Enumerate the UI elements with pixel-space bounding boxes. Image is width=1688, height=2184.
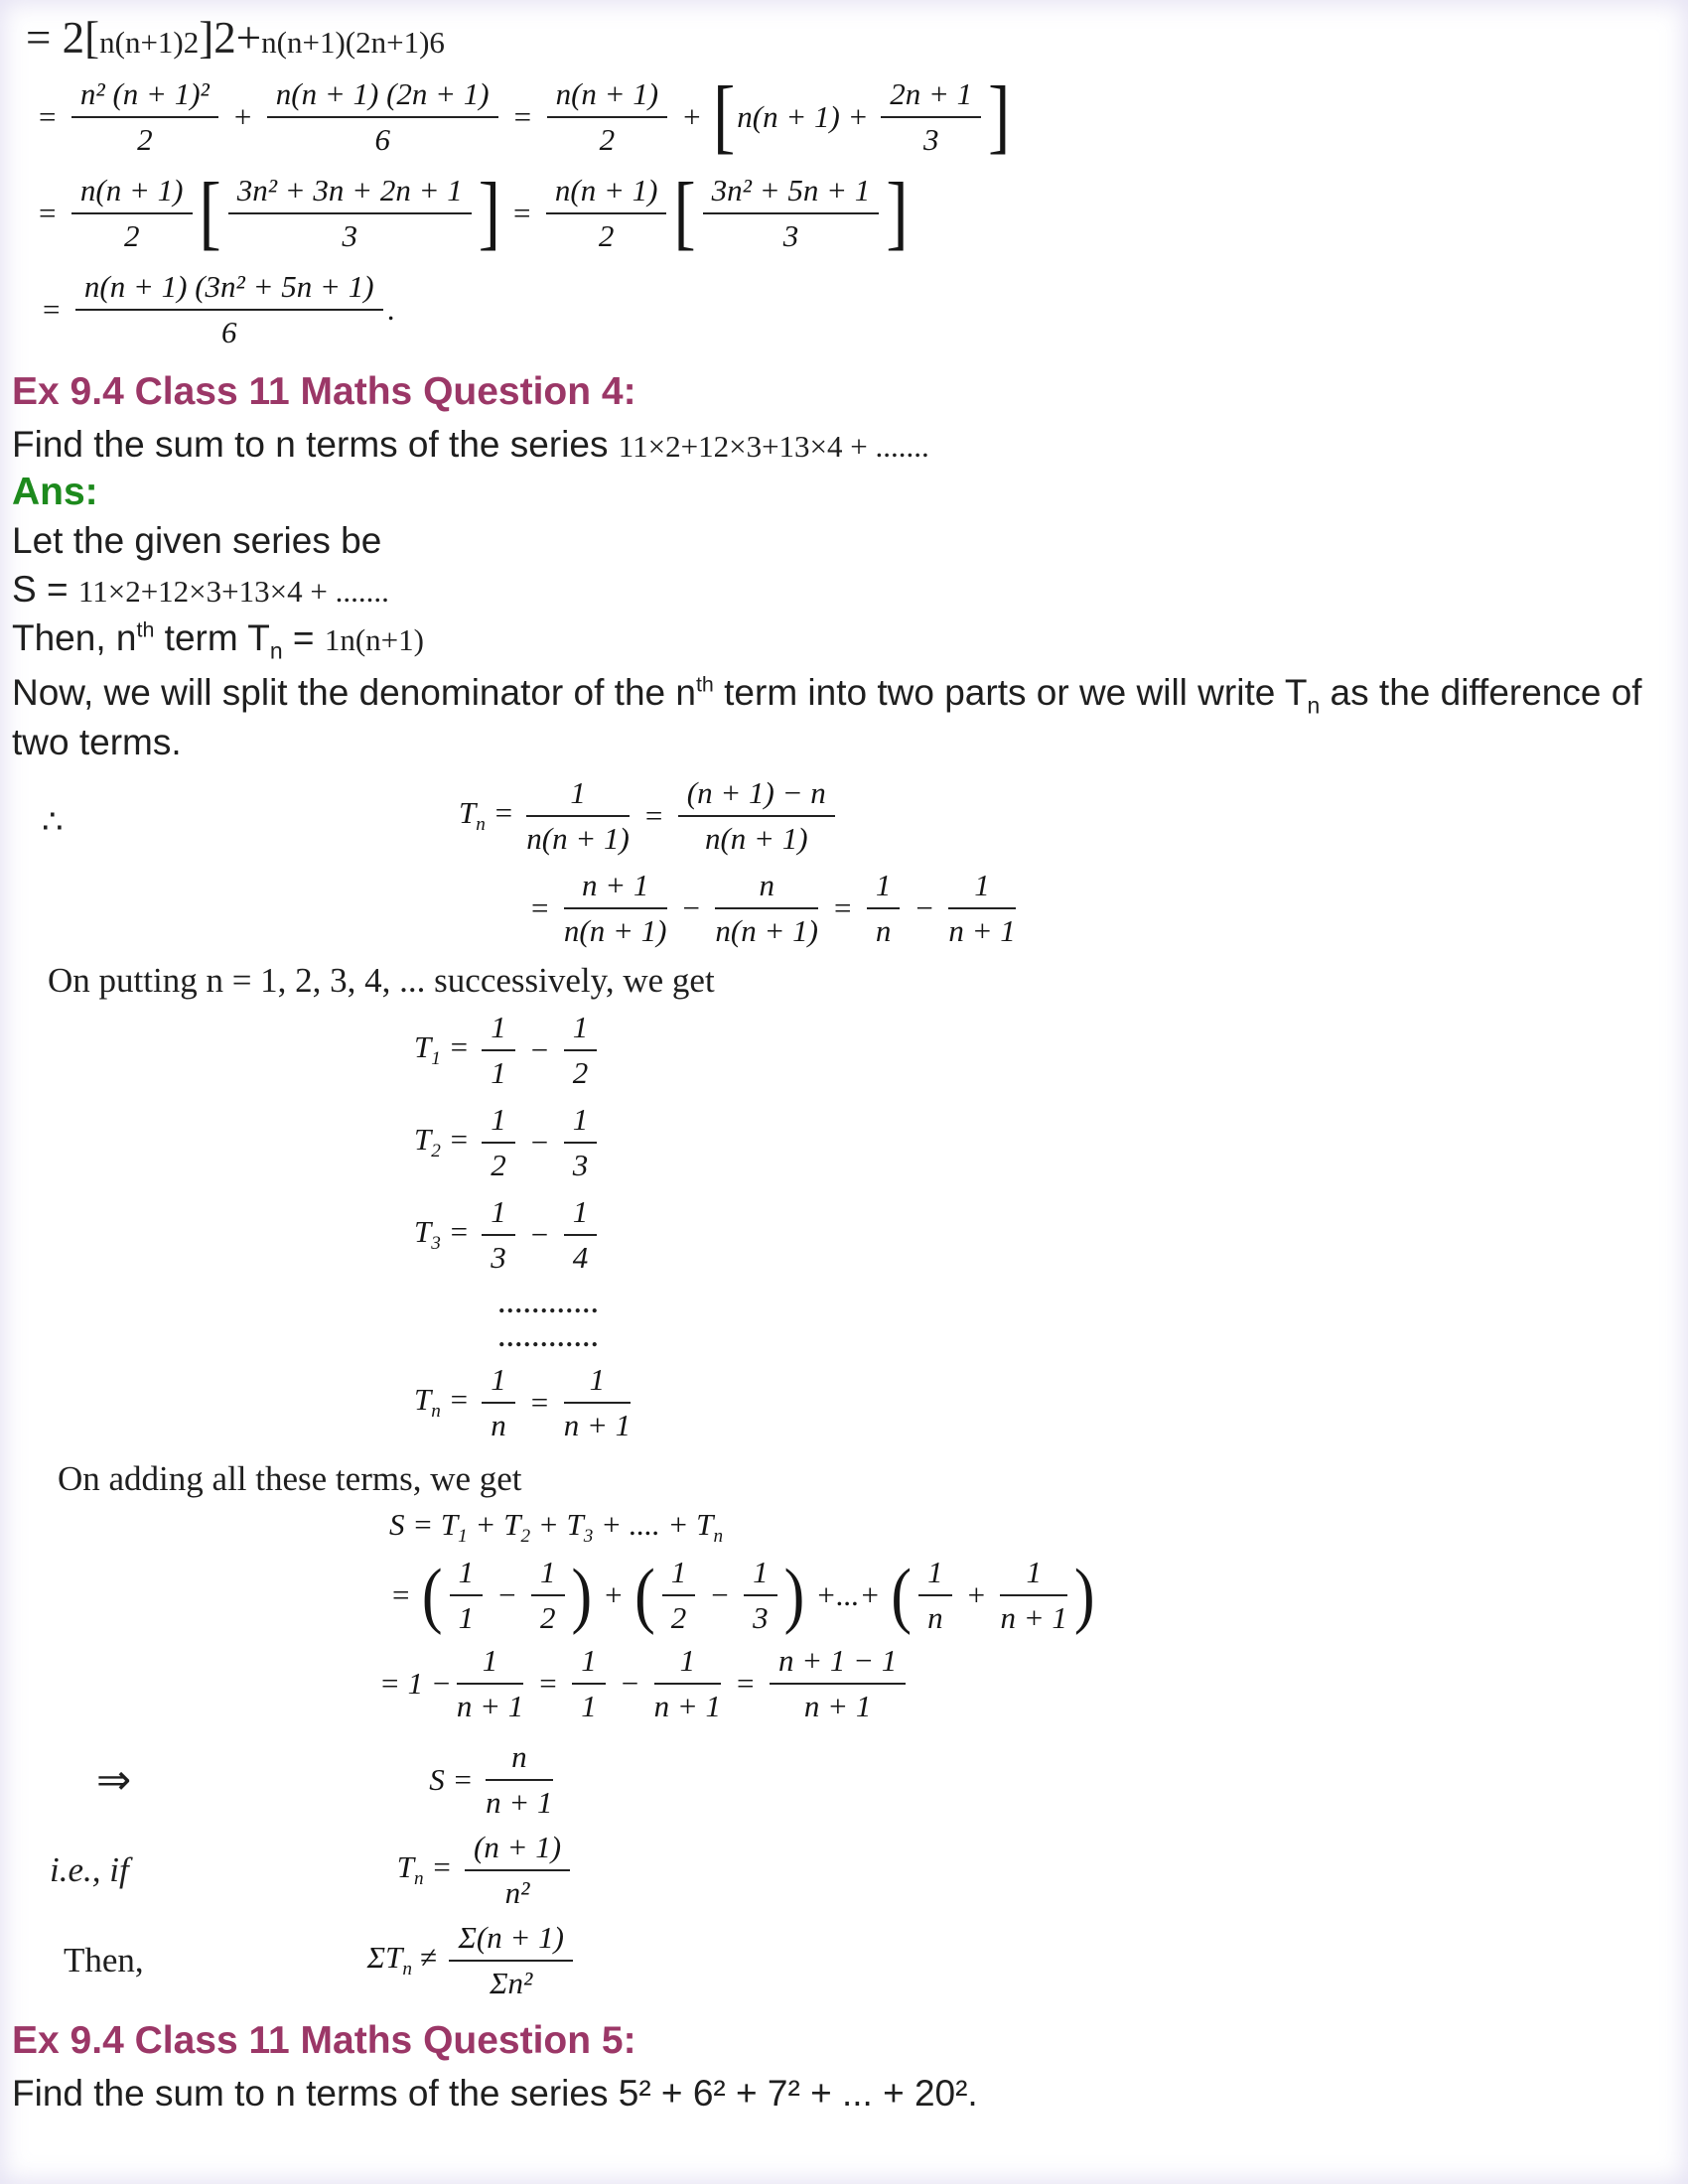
fraction-denominator: 2 <box>123 218 140 253</box>
subscript: 2 <box>520 1526 531 1548</box>
math-operator: = <box>832 889 853 925</box>
fraction <box>482 1101 515 1183</box>
fraction-numerator: 1 <box>744 1554 777 1596</box>
fraction <box>715 867 818 949</box>
subscript-n: n <box>476 814 486 836</box>
fraction <box>449 1919 573 2001</box>
fraction <box>948 867 1015 949</box>
fraction-numerator: 1 <box>918 1554 952 1596</box>
term-label <box>414 1382 477 1423</box>
fraction <box>662 1554 696 1636</box>
fraction <box>450 1554 484 1636</box>
series-expression: 11×2+12×3+13×4 + ....... <box>77 574 389 610</box>
fraction <box>654 1642 721 1724</box>
subscript: 1 <box>431 1048 441 1070</box>
equation-row <box>367 1919 578 2001</box>
fraction-numerator: n(n + 1) (2n + 1) <box>267 75 498 118</box>
fraction-numerator: 1 <box>450 1554 484 1596</box>
fraction-denominator: n + 1 <box>948 913 1016 949</box>
text: T <box>459 795 477 831</box>
fraction-numerator: n² (n + 1)² <box>71 75 218 118</box>
fraction-numerator: 3n² + 5n + 1 <box>703 172 880 214</box>
term-row-t3 <box>414 1193 1678 1276</box>
math-operator: − <box>528 1216 550 1252</box>
fraction-numerator: 1 <box>482 1009 515 1051</box>
text: T <box>396 1849 414 1885</box>
fraction-denominator: 3 <box>342 218 357 253</box>
fraction-numerator: n <box>715 867 818 909</box>
sum-line-1 <box>389 1507 1678 1548</box>
fraction-denominator: n + 1 <box>563 1408 632 1443</box>
term-label <box>367 1940 445 1980</box>
math-operator: − <box>619 1665 640 1701</box>
nth-term-line <box>12 615 1678 665</box>
fraction-numerator: n <box>486 1738 552 1781</box>
then-label: Then, <box>64 1940 144 1979</box>
fraction-numerator: n(n + 1) <box>546 172 667 214</box>
fraction-numerator: n + 1 − 1 <box>770 1642 906 1685</box>
question-4-heading: Ex 9.4 Class 11 Maths Question 4: <box>12 370 636 413</box>
text: + T <box>467 1507 521 1543</box>
split-explanation <box>12 670 1672 764</box>
fraction <box>546 172 667 254</box>
math-operator: = <box>642 797 664 833</box>
fraction <box>703 172 880 254</box>
fraction-numerator: n(n + 1) (3n² + 5n + 1) <box>75 268 383 311</box>
fraction-denominator: 2 <box>599 122 616 157</box>
ie-if-row <box>12 1829 1678 1911</box>
fraction-numerator: 1 <box>457 1642 523 1685</box>
ellipsis-row: ............ <box>498 1290 600 1319</box>
fraction-numerator: 1 <box>1000 1554 1066 1596</box>
fraction <box>881 75 981 158</box>
fraction-denominator: 3 <box>782 218 799 253</box>
equation-row-b: = $\frac{n(n + 1)}{2}$ [ $\frac{\text{3n² + 3n + 2n + 1}}{3}$ ] = $\frac{n(n + 1)}{2}$ [ $\frac{\text{3n² + 5n + 1}}{3}$ ] <box>37 167 909 258</box>
math-text: n(n+1)2 <box>99 25 200 60</box>
fraction-denominator: 2 <box>137 122 153 157</box>
math-operator: = <box>529 889 550 925</box>
math-text: = 2[ <box>26 13 100 63</box>
fraction <box>744 1554 777 1636</box>
subscript-n: n <box>402 1959 412 1980</box>
sum-line-3 <box>379 1642 1678 1724</box>
math-operator: = <box>41 291 62 327</box>
math-text: n(n + 1) + <box>737 98 877 134</box>
text: term into two parts or we will write T <box>713 671 1308 713</box>
fraction <box>678 774 835 857</box>
fraction-numerator: (n + 1) − n <box>678 774 835 817</box>
series-expression: 11×2+12×3+13×4 + ....... <box>618 429 929 464</box>
fraction-numerator: 1 <box>564 1193 598 1236</box>
math-operator: = <box>440 1122 478 1158</box>
subscript-n: n <box>713 1526 724 1548</box>
math-operator: = <box>423 1849 460 1885</box>
fraction-denominator: n(n + 1) <box>526 821 630 857</box>
fraction <box>465 1829 570 1911</box>
math-operator: + <box>603 1576 625 1612</box>
term-label <box>414 1214 477 1255</box>
question-4-prompt <box>12 422 1678 467</box>
term-label <box>414 1029 477 1070</box>
fraction-denominator: 2 <box>670 1600 687 1636</box>
math-operator: − <box>496 1576 517 1612</box>
math-operator: = <box>510 195 532 230</box>
fraction-numerator: 1 <box>482 1361 515 1404</box>
fraction <box>482 1193 515 1276</box>
text: + T <box>530 1507 584 1543</box>
math-operator: = <box>440 1029 478 1065</box>
text: + .... + T <box>593 1507 714 1543</box>
fraction-denominator: n <box>491 1408 506 1443</box>
math-operator: + <box>965 1576 987 1612</box>
sigma-t-text: ΣT <box>366 1940 403 1976</box>
fraction-denominator: 1 <box>491 1055 506 1091</box>
fraction-numerator: 1 <box>482 1101 515 1144</box>
fraction-denominator: n + 1 <box>456 1689 524 1724</box>
math-operator: − <box>914 889 935 925</box>
superscript-th: th <box>695 672 714 697</box>
fraction <box>564 1101 598 1183</box>
math-text: n(n+1)(2n+1)6 <box>261 25 445 60</box>
subscript: 3 <box>583 1526 594 1548</box>
equation-row <box>520 867 1678 949</box>
s-equals-line <box>12 567 1678 612</box>
let-series-line: Let the given series be <box>12 520 382 562</box>
fraction <box>867 867 901 949</box>
text: T <box>414 1214 432 1250</box>
fraction <box>918 1554 952 1636</box>
answer-label: Ans: <box>12 471 98 514</box>
math-operator: = <box>440 1382 478 1418</box>
term-row-t1 <box>414 1009 1678 1091</box>
equation-row <box>429 1738 557 1821</box>
text: term T <box>154 617 270 659</box>
ie-if-label: i.e., if <box>50 1849 129 1889</box>
fraction-numerator: (n + 1) <box>465 1829 570 1871</box>
equation-row-c <box>32 268 1678 350</box>
prompt-text: Find the sum to n terms of the series <box>12 424 619 465</box>
fraction <box>564 1193 598 1276</box>
fraction-denominator: 3 <box>922 122 939 157</box>
fraction-denominator: 2 <box>598 218 615 253</box>
fraction <box>1000 1554 1066 1636</box>
fraction-numerator: n(n + 1) <box>547 75 668 118</box>
math-text: . <box>387 291 396 327</box>
sum-line-2: = ( $\frac{1}{1}$ − $\frac{1}{2}$ ) + ( $\frac{1}{2}$ − $\frac{1}{3}$ ) +...+ ( $\frac{1}{n}$ + $\frac{1}{n + 1}$ ) <box>390 1555 1095 1636</box>
fraction-denominator: 3 <box>491 1240 506 1276</box>
term-label <box>459 795 521 836</box>
fraction-denominator: 6 <box>220 315 237 349</box>
fraction-denominator: Σn² <box>490 1966 533 2001</box>
fraction <box>526 774 630 857</box>
fraction <box>572 1642 606 1724</box>
math-operator: = <box>537 1665 559 1701</box>
fraction-denominator: n(n + 1) <box>715 913 818 949</box>
fraction <box>71 172 193 254</box>
term-row-tn <box>414 1361 1678 1443</box>
math-operator: = <box>528 1384 550 1420</box>
fraction <box>267 75 498 158</box>
fraction <box>75 268 383 350</box>
therefore-block <box>12 774 1678 949</box>
fraction-numerator: n + 1 <box>564 867 667 909</box>
fraction-numerator: 1 <box>564 1101 598 1144</box>
fraction-numerator: 1 <box>572 1642 606 1685</box>
text: S = T <box>389 1507 459 1543</box>
fraction-denominator: n(n + 1) <box>704 821 808 857</box>
fraction-numerator: 1 <box>867 867 901 909</box>
equation-row <box>459 774 1678 857</box>
math-operator: = <box>735 1665 756 1701</box>
subscript-n: n <box>1307 692 1321 719</box>
fraction-denominator: 4 <box>572 1240 589 1276</box>
fraction <box>564 1361 631 1443</box>
fraction-denominator: n + 1 <box>486 1785 553 1821</box>
question-5-heading: Ex 9.4 Class 11 Maths Question 5: <box>12 2019 636 2063</box>
text: = <box>282 617 325 659</box>
fraction-numerator: 2n + 1 <box>881 75 981 118</box>
term-label <box>414 1122 477 1162</box>
on-adding-line: On adding all these terms, we get <box>58 1459 522 1499</box>
text: T <box>414 1382 432 1418</box>
fraction-numerator: 1 <box>526 774 630 817</box>
therefore-symbol: ∴ <box>42 804 64 842</box>
subscript: 2 <box>431 1141 441 1162</box>
fraction-numerator: 1 <box>564 1009 598 1051</box>
math-operator: +...+ <box>815 1576 881 1612</box>
superscript-th: th <box>136 618 155 643</box>
math-text: S = <box>429 1761 482 1797</box>
sum-expression <box>389 1507 723 1548</box>
text: Then, n <box>12 617 137 659</box>
math-operator: − <box>528 1031 550 1067</box>
fraction <box>482 1009 515 1091</box>
subscript: 1 <box>458 1526 468 1548</box>
fraction <box>71 75 218 158</box>
math-operator: = <box>485 795 522 831</box>
implies-arrow-symbol: ⇒ <box>96 1757 132 1804</box>
fraction-numerator: 1 <box>662 1554 696 1596</box>
then-row <box>12 1919 1678 2001</box>
fraction-denominator: n <box>927 1600 943 1636</box>
fraction-denominator: 2 <box>572 1055 589 1091</box>
fraction-denominator: 6 <box>374 122 390 157</box>
on-putting-line: On putting n = 1, 2, 3, 4, ... successively, we get <box>48 961 715 1001</box>
fraction-denominator: 2 <box>540 1600 556 1636</box>
fraction <box>228 172 472 254</box>
math-operator: − <box>528 1124 550 1160</box>
fraction <box>547 75 668 158</box>
fraction-denominator: 2 <box>491 1148 506 1183</box>
term-label <box>397 1849 460 1890</box>
fraction-numerator: 1 <box>482 1193 515 1236</box>
fraction-denominator: n(n + 1) <box>563 913 667 949</box>
math-operator: − <box>709 1576 731 1612</box>
equation-row-a: = $\frac{\text{n² (n + 1)²}}{2}$ + $\frac{n(n + 1) (2n + 1)}{6}$ = $\frac{n(n + 1)}{2}$ + [ n(n + 1) + $\frac{2n + 1}{3}$ ] <box>37 70 1011 162</box>
text: Now, we will split the denominator of the n <box>12 671 696 713</box>
math-operator: + <box>231 98 253 134</box>
text: T <box>414 1122 432 1158</box>
fraction-denominator: n + 1 <box>653 1689 722 1724</box>
text: T <box>414 1029 432 1065</box>
fraction-denominator: n + 1 <box>1000 1600 1067 1636</box>
math-text: ]2+ <box>199 13 262 63</box>
fraction-numerator: 1 <box>531 1554 565 1596</box>
fraction <box>564 1009 598 1091</box>
ellipsis-row: ............ <box>498 1323 600 1353</box>
math-operator: = <box>511 98 533 134</box>
fraction <box>457 1642 523 1724</box>
fraction-denominator: 3 <box>572 1148 589 1183</box>
math-operator: + <box>681 98 703 134</box>
text: as the difference of two terms. <box>12 671 1642 763</box>
math-operator: = <box>390 1576 411 1612</box>
fraction-denominator: n <box>875 913 892 949</box>
fraction-denominator: n + 1 <box>803 1689 872 1724</box>
term-row-t2 <box>414 1101 1678 1183</box>
fraction <box>564 867 667 949</box>
equation-plain-line <box>26 12 1678 64</box>
fraction-numerator: Σ(n + 1) <box>449 1919 573 1962</box>
subscript-n: n <box>269 637 283 664</box>
fraction-numerator: 3n² + 3n + 2n + 1 <box>228 172 472 214</box>
math-text: = 1 − <box>379 1665 452 1701</box>
fraction <box>770 1642 906 1724</box>
fraction-denominator: n² <box>504 1875 530 1911</box>
math-operator: − <box>680 889 702 925</box>
fraction <box>482 1361 515 1443</box>
implies-row <box>12 1738 1678 1821</box>
s-label: S = <box>12 569 78 611</box>
subscript: 3 <box>431 1233 441 1255</box>
fraction-denominator: 3 <box>753 1600 769 1636</box>
equation-row <box>397 1829 575 1911</box>
not-equal-operator: ≠ <box>411 1940 445 1976</box>
question-5-prompt: Find the sum to n terms of the series 5² + 6² + 7² + ... + 20². <box>12 2073 978 2115</box>
fraction-numerator: 1 <box>564 1361 631 1404</box>
math-operator: = <box>440 1214 478 1250</box>
fraction-numerator: n(n + 1) <box>71 172 193 214</box>
fraction-denominator: 1 <box>458 1600 475 1636</box>
math-operator: = <box>37 195 58 230</box>
fraction-numerator: 1 <box>654 1642 721 1685</box>
fraction <box>486 1738 552 1821</box>
subscript-n: n <box>431 1401 441 1423</box>
fraction-numerator: 1 <box>948 867 1015 909</box>
fraction <box>531 1554 565 1636</box>
subscript-n: n <box>413 1868 424 1890</box>
term-value: 1n(n+1) <box>324 622 424 658</box>
fraction-denominator: 1 <box>581 1689 597 1724</box>
math-operator: = <box>37 98 58 134</box>
